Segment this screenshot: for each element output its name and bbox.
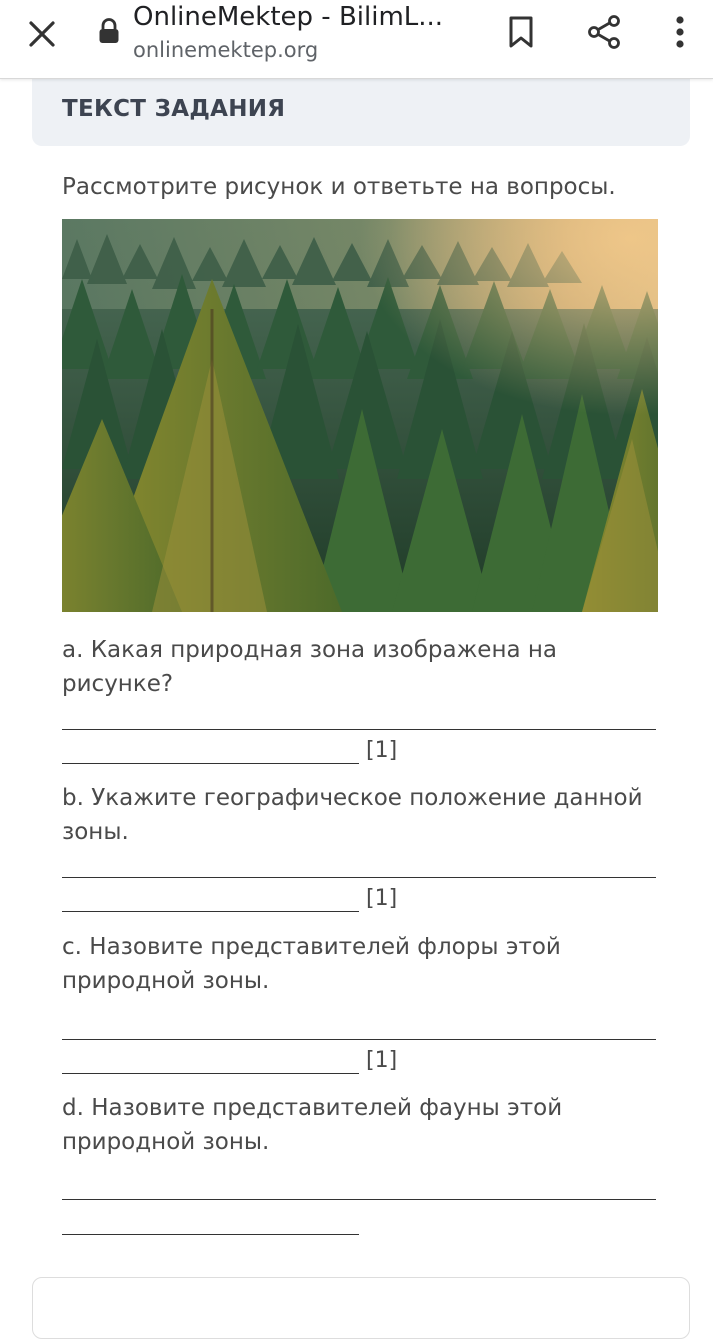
- answer-line: [62, 729, 656, 730]
- share-button[interactable]: [580, 8, 628, 56]
- close-icon: [28, 20, 56, 48]
- answer-line: [62, 1039, 656, 1040]
- task-intro: Рассмотрите рисунок и ответьте на вопросы.: [62, 174, 616, 200]
- page-title: OnlineMektep - BilimL...: [133, 2, 444, 32]
- question-b: b. Укажите географическое положение данной зоны.: [62, 785, 643, 845]
- answer-line: [62, 1199, 656, 1200]
- share-icon: [586, 14, 622, 50]
- bookmark-icon: [507, 15, 535, 49]
- answer-line: [62, 1073, 359, 1074]
- task-header: [32, 78, 690, 146]
- score-mark: [1]: [366, 738, 398, 763]
- bookmark-button[interactable]: [497, 8, 545, 56]
- forest-photo: [62, 219, 658, 612]
- score-mark: [1]: [366, 1048, 398, 1073]
- question-c: c. Назовите представителей флоры этой природной зоны.: [62, 934, 561, 994]
- answer-line: [62, 877, 656, 878]
- close-button[interactable]: [18, 10, 66, 58]
- answer-line: [62, 1234, 359, 1235]
- task-header-label: ТЕКСТ ЗАДАНИЯ: [62, 96, 286, 122]
- more-vert-icon: [674, 15, 686, 49]
- more-options-button[interactable]: [656, 8, 704, 56]
- score-mark: [1]: [366, 886, 398, 911]
- browser-toolbar: [0, 0, 713, 79]
- question-a: a. Какая природная зона изображена на рисунке?: [62, 637, 558, 697]
- page-url: onlinemektep.org: [133, 38, 319, 62]
- answer-line: [62, 763, 359, 764]
- lock-icon: [98, 18, 120, 44]
- question-d: d. Назовите представителей фауны этой природной зоны.: [62, 1095, 563, 1155]
- answer-line: [62, 911, 359, 912]
- next-section-card: [32, 1277, 690, 1339]
